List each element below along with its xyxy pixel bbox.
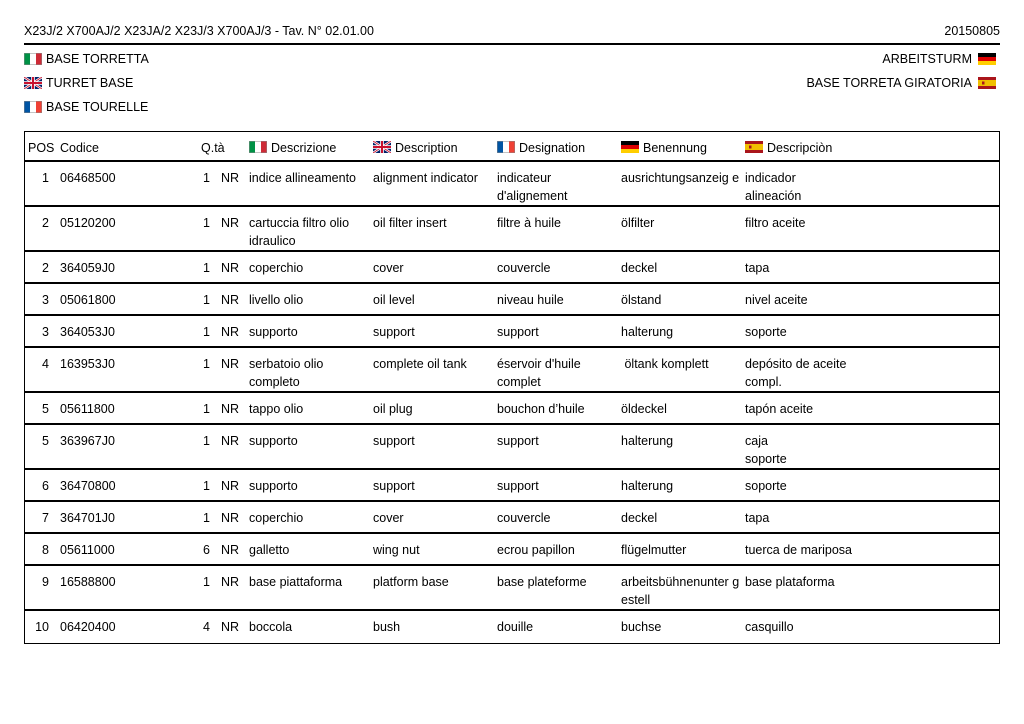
row-desc-fr: niveau huile	[497, 293, 564, 307]
document-title: X23J/2 X700AJ/2 X23JA/2 X23J/3 X700AJ/3 - Tav. N° 02.01.00	[24, 24, 374, 38]
row-desc-es: filtro aceite	[745, 216, 806, 230]
row-desc-es: nivel aceite	[745, 293, 808, 307]
row-unit: NR	[221, 293, 240, 307]
row-desc-de: halterung	[621, 479, 674, 493]
row-code: 06420400	[60, 620, 116, 634]
row-desc-de: flügelmutter	[621, 543, 687, 557]
row-pos: 8	[42, 543, 49, 557]
row-code: 36470800	[60, 479, 116, 493]
row-desc-it: galletto	[249, 543, 290, 557]
row-desc-en: bush	[373, 620, 401, 634]
table-row	[25, 207, 999, 252]
row-desc-en: wing nut	[373, 543, 420, 557]
row-qty: 4	[203, 620, 210, 634]
row-unit: NR	[221, 402, 240, 416]
row-desc-fr: bouchon d’huile	[497, 402, 585, 416]
col-de-label: Benennung	[643, 141, 707, 155]
col-code-header: Codice	[60, 141, 99, 155]
row-desc-it: livello olio	[249, 293, 304, 307]
row-desc-fr: support	[497, 434, 539, 448]
row-pos: 3	[42, 325, 49, 339]
row-code: 364053J0	[60, 325, 115, 339]
row-desc-es: casquillo	[745, 620, 794, 634]
row-desc-es: tuerca de mariposa	[745, 543, 853, 557]
row-qty: 1	[203, 325, 210, 339]
row-desc-en: complete oil tank	[373, 357, 467, 371]
row-desc-fr: indicateur d'alignement	[497, 171, 568, 203]
row-desc-es: soporte	[745, 479, 787, 493]
row-desc-fr: base plateforme	[497, 575, 587, 589]
row-unit: NR	[221, 511, 240, 525]
row-desc-es: tapa	[745, 511, 770, 525]
row-pos: 7	[42, 511, 49, 525]
section-title-en	[24, 75, 133, 91]
italy-flag-icon	[24, 53, 42, 65]
row-desc-de: arbeitsbühnenunter gestell	[621, 575, 740, 607]
parts-table	[24, 131, 1000, 644]
document-header	[24, 24, 1000, 44]
spain-flag-icon	[978, 77, 996, 89]
row-desc-en: support	[373, 479, 415, 493]
row-desc-it: coperchio	[249, 261, 304, 275]
row-code: 363967J0	[60, 434, 115, 448]
col-it-label: Descrizione	[271, 141, 337, 155]
row-desc-it: cartuccia filtro olio idraulico	[249, 216, 350, 248]
row-code: 05061800	[60, 293, 116, 307]
uk-flag-icon	[373, 141, 391, 153]
row-qty: 1	[203, 479, 210, 493]
row-desc-fr: couvercle	[497, 261, 551, 275]
row-unit: NR	[221, 479, 240, 493]
row-desc-fr: éservoir d'huile complet	[497, 357, 581, 389]
row-desc-fr: couvercle	[497, 511, 551, 525]
row-desc-es: soporte	[745, 325, 787, 339]
row-desc-es: indicador alineación	[745, 171, 802, 203]
table-row	[25, 534, 999, 566]
germany-flag-icon	[978, 53, 996, 65]
document-date: 20150805	[944, 24, 1000, 38]
row-code: 16588800	[60, 575, 116, 589]
section-title-fr-text: BASE TOURELLE	[46, 100, 149, 114]
row-qty: 1	[203, 511, 210, 525]
france-flag-icon	[24, 101, 42, 113]
row-pos: 2	[42, 216, 49, 230]
row-pos: 5	[42, 434, 49, 448]
row-code: 05611000	[60, 543, 115, 557]
row-qty: 1	[203, 293, 210, 307]
row-desc-it: base piattaforma	[249, 575, 343, 589]
row-desc-de: halterung	[621, 325, 674, 339]
row-code: 364059J0	[60, 261, 115, 275]
section-title-fr	[24, 99, 148, 115]
col-fr-label: Designation	[519, 141, 586, 155]
row-desc-de: halterung	[621, 434, 674, 448]
table-row	[25, 252, 999, 284]
row-desc-es: tapón aceite	[745, 402, 814, 416]
row-pos: 2	[42, 261, 49, 275]
row-desc-de: deckel	[621, 261, 658, 275]
col-en-header	[373, 139, 495, 157]
row-code: 163953J0	[60, 357, 115, 371]
row-desc-it: supporto	[249, 479, 298, 493]
section-title-en-text: TURRET BASE	[46, 76, 134, 90]
table-row	[25, 611, 999, 643]
section-title-de-text: ARBEITSTURM	[882, 52, 972, 66]
table-row	[25, 162, 999, 207]
table-row	[25, 566, 999, 611]
row-desc-it: tappo olio	[249, 402, 304, 416]
table-header	[25, 132, 999, 162]
row-desc-de: deckel	[621, 511, 658, 525]
row-desc-fr: filtre à huile	[497, 216, 561, 230]
row-desc-fr: support	[497, 325, 539, 339]
germany-flag-icon	[621, 141, 639, 153]
row-desc-de: öltank komplett	[621, 357, 709, 371]
col-pos-header: POS	[28, 141, 55, 155]
row-qty: 1	[203, 171, 210, 185]
row-desc-en: platform base	[373, 575, 449, 589]
row-pos: 4	[42, 357, 49, 371]
row-desc-en: support	[373, 434, 415, 448]
row-desc-it: boccola	[249, 620, 293, 634]
row-unit: NR	[221, 216, 240, 230]
row-desc-fr: douille	[497, 620, 534, 634]
row-desc-it: indice allineamento	[249, 171, 357, 185]
table-row	[25, 316, 999, 348]
france-flag-icon	[497, 141, 515, 153]
row-qty: 6	[203, 543, 210, 557]
row-qty: 1	[203, 575, 210, 589]
section-title-es	[806, 75, 996, 91]
row-desc-en: support	[373, 325, 415, 339]
row-qty: 1	[203, 261, 210, 275]
row-qty: 1	[203, 216, 210, 230]
row-pos: 6	[42, 479, 49, 493]
table-row	[25, 284, 999, 316]
header-divider	[24, 43, 1000, 45]
col-de-header	[621, 139, 739, 157]
col-fr-header	[497, 139, 619, 157]
section-title-it-text: BASE TORRETTA	[46, 52, 149, 66]
row-desc-fr: ecrou papillon	[497, 543, 575, 557]
row-desc-es: tapa	[745, 261, 770, 275]
row-code: 06468500	[60, 171, 116, 185]
row-desc-fr: support	[497, 479, 539, 493]
section-title-it	[24, 51, 149, 67]
row-desc-it: coperchio	[249, 511, 304, 525]
row-desc-en: alignment indicator	[373, 171, 478, 185]
row-desc-de: öldeckel	[621, 402, 667, 416]
spain-flag-icon	[745, 141, 763, 153]
row-unit: NR	[221, 543, 240, 557]
row-qty: 1	[203, 434, 210, 448]
row-desc-it: supporto	[249, 325, 298, 339]
col-qty-header: Q.tà	[201, 141, 225, 155]
row-pos: 1	[42, 171, 49, 185]
row-desc-en: cover	[373, 511, 404, 525]
row-unit: NR	[221, 261, 240, 275]
row-unit: NR	[221, 357, 240, 371]
row-code: 05611800	[60, 402, 115, 416]
row-desc-es: caja soporte	[745, 434, 787, 466]
row-desc-it: serbatoio olio completo	[249, 357, 324, 389]
row-desc-it: supporto	[249, 434, 298, 448]
row-code: 364701J0	[60, 511, 115, 525]
row-qty: 1	[203, 357, 210, 371]
row-pos: 5	[42, 402, 49, 416]
col-it-header	[249, 139, 371, 157]
row-desc-de: ausrichtungsanzeig e	[621, 171, 740, 185]
row-code: 05120200	[60, 216, 116, 230]
row-desc-en: oil plug	[373, 402, 413, 416]
section-title-de	[882, 51, 996, 67]
row-desc-en: cover	[373, 261, 404, 275]
row-desc-es: base plataforma	[745, 575, 835, 589]
row-unit: NR	[221, 434, 240, 448]
row-desc-en: oil level	[373, 293, 415, 307]
row-pos: 3	[42, 293, 49, 307]
section-title-es-text: BASE TORRETA GIRATORIA	[806, 76, 972, 90]
italy-flag-icon	[249, 141, 267, 153]
col-en-label: Description	[395, 141, 458, 155]
row-unit: NR	[221, 171, 240, 185]
table-row	[25, 425, 999, 470]
table-row	[25, 393, 999, 425]
row-pos: 9	[42, 575, 49, 589]
row-qty: 1	[203, 402, 210, 416]
row-desc-es: depósito de aceite compl.	[745, 357, 847, 389]
row-unit: NR	[221, 575, 240, 589]
row-pos: 10	[35, 620, 49, 634]
col-es-header	[745, 139, 945, 157]
row-desc-de: ölfilter	[621, 216, 655, 230]
col-es-label: Descripciòn	[767, 141, 833, 155]
table-row	[25, 502, 999, 534]
table-row	[25, 348, 999, 393]
row-unit: NR	[221, 325, 240, 339]
row-desc-de: ölstand	[621, 293, 662, 307]
row-desc-de: buchse	[621, 620, 662, 634]
row-desc-en: oil filter insert	[373, 216, 447, 230]
uk-flag-icon	[24, 77, 42, 89]
table-row	[25, 470, 999, 502]
row-unit: NR	[221, 620, 240, 634]
